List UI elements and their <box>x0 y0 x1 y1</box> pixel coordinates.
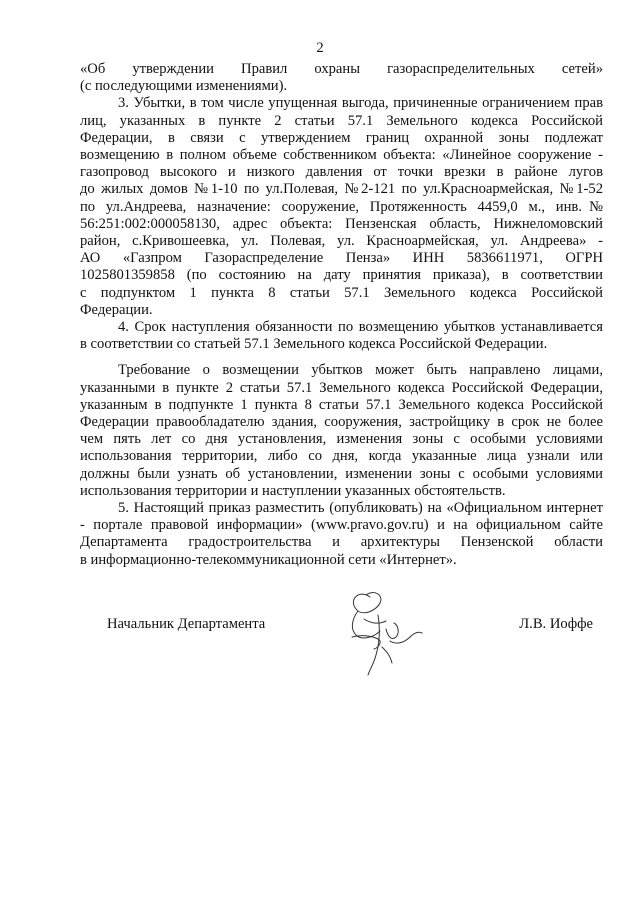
text-line: АО «Газпром Газораспределение Пенза» ИНН 5836611971, ОГРН <box>80 250 603 267</box>
text-line: 4. Срок наступления обязанности по возмещению убытков устанавливается <box>118 319 603 336</box>
text-line: Федерации правообладателю здания, сооружения, застройщику в срок не более <box>80 414 603 431</box>
paragraph-claim <box>80 362 603 500</box>
text-line: - портале правовой информации» (www.pravo.gov.ru) и на официальном сайте <box>80 517 603 534</box>
paragraph-intro <box>80 61 603 95</box>
text-line: Федерации, в связи с утверждением границ охранной зоны подлежат <box>80 129 603 146</box>
text-line: указанным в подпункте 1 пункта 8 статьи 57.1 Земельного кодекса Российской <box>80 396 603 413</box>
paragraph-item-3 <box>80 95 603 319</box>
text-line: в соответствии со статьей 57.1 Земельного кодекса Российской Федерации. <box>80 336 548 353</box>
text-line: должны были узнать об установлении, изменении зоны с особыми условиями <box>80 465 603 482</box>
text-line: «Об утверждении Правил охраны газораспределительных сетей» <box>80 61 603 77</box>
text-line: по ул.Андреева, назначение: сооружение, Протяженность 4459,0 м., инв.№ <box>80 198 603 215</box>
text-line: 5. Настоящий приказ разместить (опубликовать) на «Официальном интернет <box>118 500 603 517</box>
text-line: с подпунктом 1 пункта 8 статьи 57.1 Земельного кодекса Российской <box>80 284 603 301</box>
text-line: до жилых домов №1-10 по ул.Полевая, №2-121 по ул.Красноармейская, №1-52 <box>80 181 603 198</box>
text-line: газопровод высокого и низкого давления от точки врезки в районе лугов <box>80 164 603 181</box>
signatory-name: Л.В. Иоффе <box>519 616 593 632</box>
text-line: 1025801359858 (по состоянию на дату принятия приказа), в соответствии <box>80 267 603 284</box>
text-line: чем пять лет со дня установления, изменения зоны с особыми условиями <box>80 431 603 448</box>
text-line: лиц, указанных в пункте 2 статьи 57.1 Земельного кодекса Российской <box>80 112 603 129</box>
text-line: (с последующими изменениями). <box>80 78 288 95</box>
signatory-title: Начальник Департамента <box>107 616 266 632</box>
text-line: указанными в пункте 2 статьи 57.1 Земельного кодекса Российской Федерации, <box>80 379 603 396</box>
text-line: в информационно-телекоммуникационной сети «Интернет». <box>80 551 457 568</box>
text-line: 3. Убытки, в том числе упущенная выгода, причиненные ограничением прав <box>118 95 603 112</box>
text-line: Федерации. <box>80 301 153 318</box>
paragraph-item-5 <box>80 500 603 569</box>
text-line: использования территории и наступлении указанных обстоятельств. <box>80 482 506 499</box>
text-line: 56:251:002:000058130, адрес объекта: Пензенская область, Нижнеломовский <box>80 215 603 232</box>
text-line: возмещению в полном объеме собственником объекта: «Линейное сооружение - <box>80 147 603 164</box>
text-line: использования территории, либо со дня, когда указанные лица узнали или <box>80 448 603 465</box>
document-body <box>80 61 603 569</box>
text-line: район, с.Кривошеевка, ул. Полевая, ул. Красноармейская, ул. Андреева» - <box>80 233 603 250</box>
text-line: Департамента градостроительства и архитектуры Пензенской области <box>80 534 603 551</box>
handwritten-signature <box>330 585 430 680</box>
text-line: Требование о возмещении убытков может быть направлено лицами, <box>118 362 603 379</box>
paragraph-item-4 <box>80 319 603 353</box>
page-number: 2 <box>316 40 324 56</box>
